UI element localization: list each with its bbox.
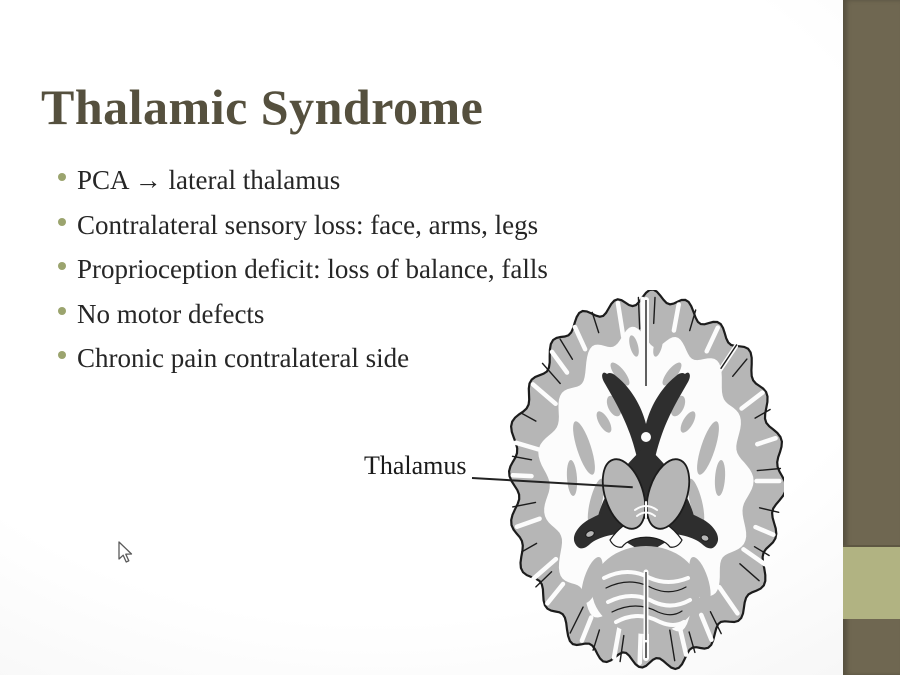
bullet-text: Proprioception deficit: loss of balance, falls [77, 254, 548, 285]
list-item [40, 158, 640, 203]
foramen-dot [641, 432, 651, 442]
accent-bar-light [843, 545, 900, 619]
list-item [40, 203, 640, 248]
bullet-text: Contralateral sensory loss: face, arms, legs [77, 209, 539, 240]
mouse-cursor-icon [117, 541, 134, 565]
bullet-text: No motor defects [77, 298, 265, 329]
accent-bar-dark [843, 0, 900, 675]
bullet-dot-icon [58, 351, 66, 359]
bullet-dot-icon [58, 262, 66, 270]
bullet-text: Chronic pain contralateral side [77, 343, 410, 374]
bullet-dot-icon [58, 307, 66, 315]
page-title: Thalamic Syndrome [41, 78, 484, 135]
bullet-text: PCA → lateral thalamus [77, 165, 341, 195]
list-item [40, 247, 640, 292]
bullet-dot-icon [58, 173, 66, 181]
bullet-dot-icon [58, 218, 66, 226]
figure-label: Thalamus [364, 451, 467, 480]
